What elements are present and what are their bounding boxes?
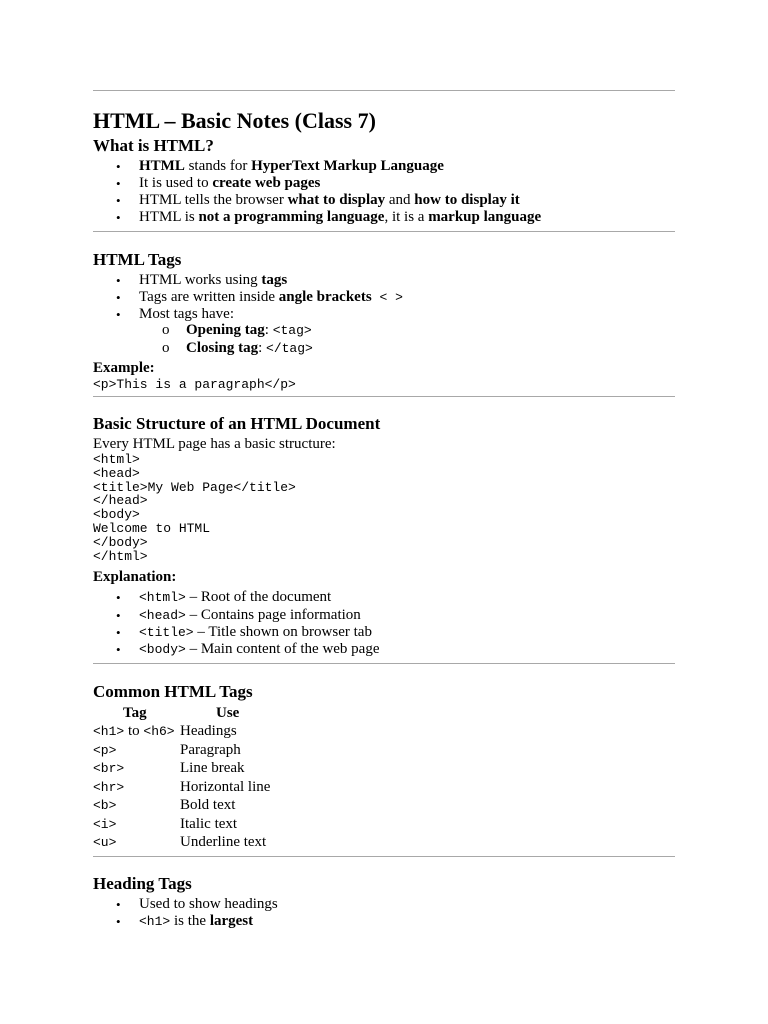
list-item: <body> – Main content of the web page (139, 641, 380, 657)
table-cell-tag: <h1> to <h6> (93, 723, 175, 739)
table-cell-use: Paragraph (180, 742, 241, 758)
sub-list-item: Opening tag: <tag> (186, 322, 312, 338)
code-line: Welcome to HTML (93, 520, 211, 536)
bullet-icon: • (116, 897, 121, 912)
section-heading-html-tags: HTML Tags (93, 250, 182, 269)
horizontal-rule (93, 396, 675, 397)
table-cell-tag: <br> (93, 761, 125, 776)
list-item: <head> – Contains page information (139, 607, 361, 623)
table-cell-tag: <hr> (93, 780, 125, 795)
table-cell-tag: <i> (93, 817, 117, 832)
section-heading-heading-tags: Heading Tags (93, 874, 192, 893)
list-item: <html> – Root of the document (139, 589, 332, 605)
list-item: HTML is not a programming language, it is a markup language (139, 209, 542, 225)
horizontal-rule (93, 856, 675, 857)
example-code: <p>This is a paragraph</p> (93, 377, 296, 392)
code-line: </head> (93, 493, 148, 509)
sub-bullet-icon: o (162, 322, 170, 338)
bullet-icon: • (116, 290, 121, 305)
explanation-label: Explanation: (93, 569, 177, 585)
bullet-icon: • (116, 159, 121, 174)
bullet-icon: • (116, 210, 121, 225)
table-cell-use: Line break (180, 760, 245, 776)
table-cell-tag: <u> (93, 835, 117, 850)
code-line: <head> (93, 465, 140, 481)
section-heading-common-tags: Common HTML Tags (93, 682, 253, 701)
list-item: It is used to create web pages (139, 175, 321, 191)
list-item: Most tags have: (139, 306, 234, 322)
code-line: <html> (93, 452, 140, 467)
code-line: <title>My Web Page</title> (93, 479, 296, 495)
table-cell-tag: <p> (93, 743, 117, 758)
bullet-icon: • (116, 193, 121, 208)
code-line: <body> (93, 507, 140, 523)
sub-bullet-icon: o (162, 340, 170, 356)
sub-list-item: Closing tag: </tag> (186, 340, 313, 356)
horizontal-rule (93, 663, 675, 664)
document-title: HTML – Basic Notes (Class 7) (93, 108, 376, 133)
table-cell-use: Headings (180, 723, 237, 739)
horizontal-rule (93, 90, 675, 91)
bullet-icon: • (116, 608, 121, 623)
example-label: Example: (93, 360, 155, 376)
code-block (93, 453, 296, 563)
bullet-icon: • (116, 273, 121, 288)
list-item: HTML tells the browser what to display and how to display it (139, 192, 520, 208)
list-item: HTML works using tags (139, 272, 288, 288)
intro-text: Every HTML page has a basic structure: (93, 436, 336, 452)
bullet-icon: • (116, 590, 121, 605)
horizontal-rule (93, 231, 675, 232)
code-line: </body> (93, 534, 148, 550)
list-item: Tags are written inside angle brackets < > (139, 289, 403, 305)
table-cell-use: Italic text (180, 816, 238, 832)
table-cell-use: Bold text (180, 797, 236, 813)
list-item: Used to show headings (139, 896, 278, 912)
bullet-icon: • (116, 642, 121, 657)
table-header-tag: Tag (123, 705, 147, 721)
bullet-icon: • (116, 176, 121, 191)
table-cell-use: Horizontal line (180, 779, 271, 795)
list-item: HTML stands for HyperText Markup Language (139, 158, 444, 174)
bullet-icon: • (116, 914, 121, 929)
list-item: <title> – Title shown on browser tab (139, 624, 372, 640)
section-heading-basic-structure: Basic Structure of an HTML Document (93, 414, 381, 433)
bullet-icon: • (116, 625, 121, 640)
section-heading-what-is-html: What is HTML? (93, 136, 214, 155)
table-cell-use: Underline text (180, 834, 267, 850)
table-header-use: Use (216, 705, 240, 721)
list-item: <h1> is the largest (139, 913, 254, 929)
bullet-icon: • (116, 307, 121, 322)
table-cell-tag: <b> (93, 798, 117, 813)
code-line: </html> (93, 548, 148, 564)
